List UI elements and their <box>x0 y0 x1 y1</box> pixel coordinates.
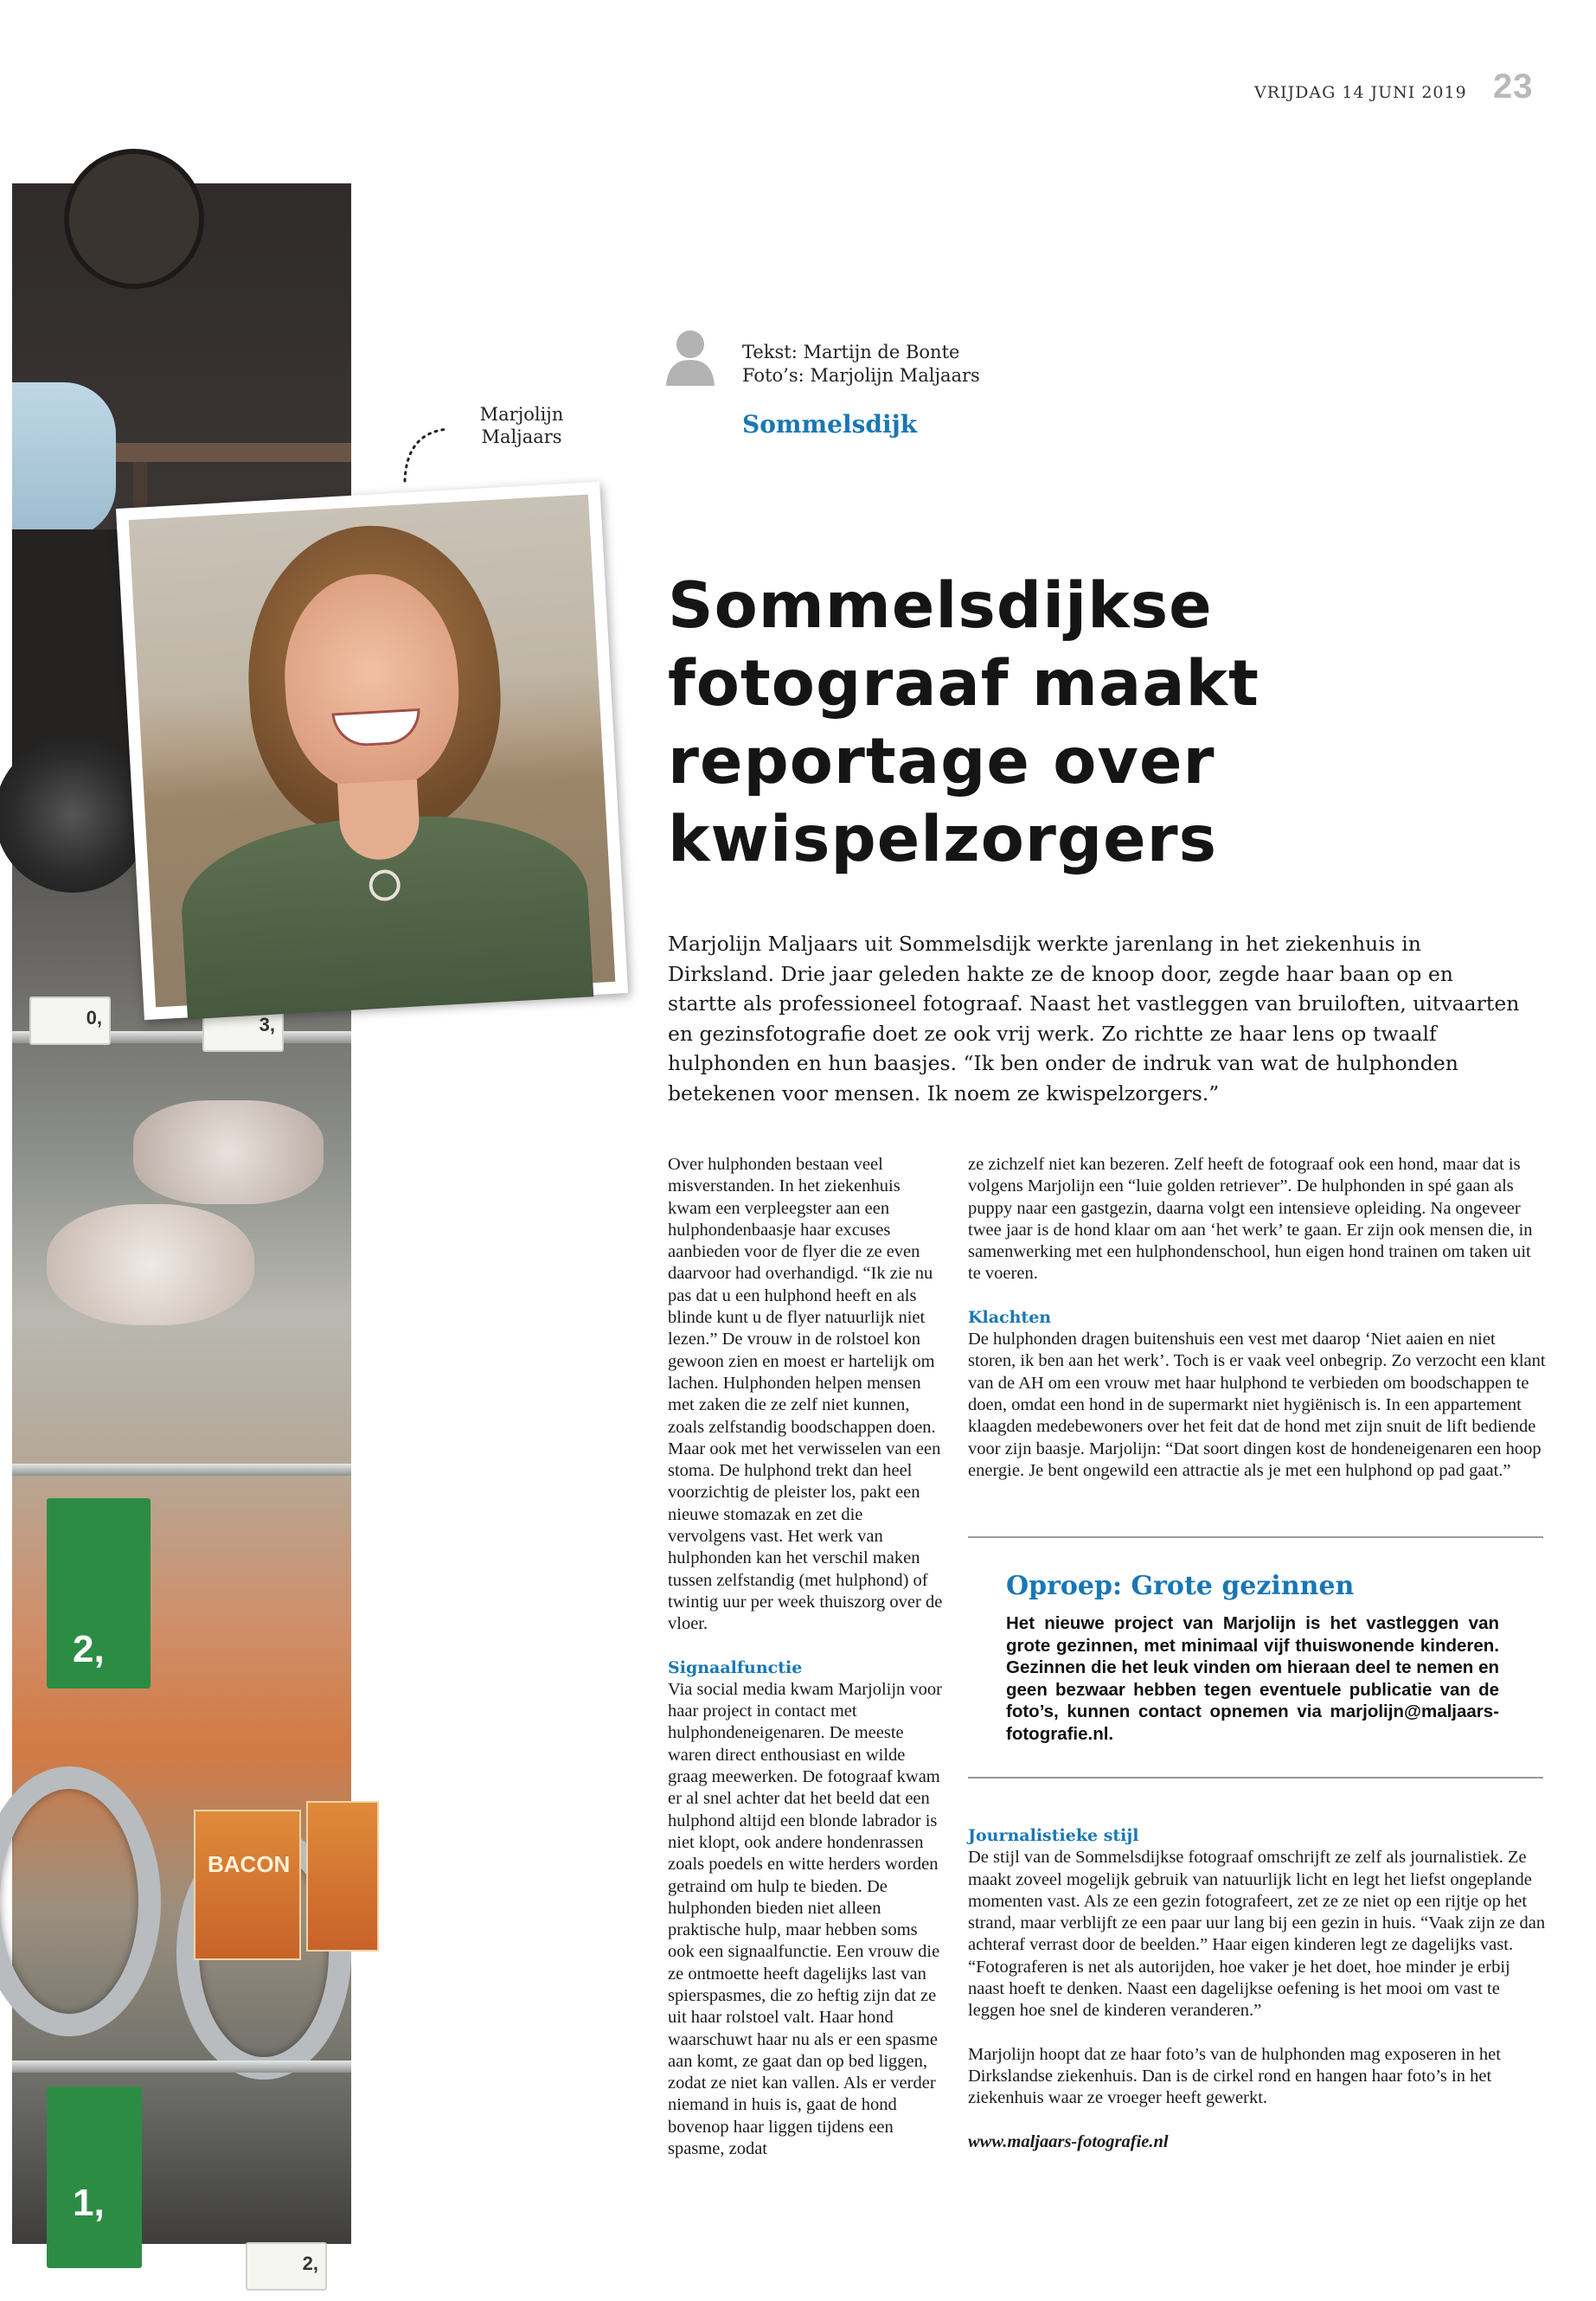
headline-line: kwispelzorgers <box>668 803 1218 876</box>
price-tag-text: 2, <box>302 2253 318 2274</box>
price-tag <box>246 2242 327 2291</box>
wheelchair-user-shape <box>12 382 116 538</box>
article-paragraph: Over hulphonden bestaan veel misverstanden. In het ziekenhuis kwam een verpleegster aan een hulphondenbaasje haar excuses aanbieden voor de flyer die ze even daarvoor had overhandigd. “Ik zie nu pas dat u een hulphond heeft en als blinde kunt u de flyer natuurlijk niet lezen.” De vrouw in de rolstoel kon gewoon zien en moest er hartelijk om lachen. Hulphonden helpen mensen met zaken die ze zelf niet kunnen, zoals zelfstandig boodschappen doen. Maar ook met het verwisselen van een stoma. De hulphond trekt dan heel voorzichtig de pleister los, pakt een nieuwe stomazak en zet die vervolgens vast. Het werk van hulphonden kan het verschil maken tussen zelfstandig (met hulphond) of twintig uur per week thuiszorg over de vloer. <box>668 1155 943 1634</box>
article-paragraph: De hulphonden dragen buitenshuis een vest met daarop ‘Niet aaien en niet storen, ik ben aan het werk’. Toch is er vaak veel onbegrip. Zo verzocht een klant van de AH om een vrouw met haar hulphond te verbieden om boodschappen te doen, omdat een hond in de supermarkt niet hygiënisch is. In een appartement klaagden medebewoners over het feit dat de hond met zijn snuit de lift bediende voor zijn baasje. Marjolijn: “Dat soort dingen kost de hondeneigenaren een hoop energie. Je bent ongewild een attractie als je met een hulphond op pad gaat.” <box>968 1330 1546 1480</box>
caption-connector <box>400 424 452 484</box>
article-column-right <box>968 1154 1548 1482</box>
wall-clock-shape <box>64 149 204 289</box>
price-tag-text: 2, <box>73 1628 105 1670</box>
shelf-rail <box>12 2061 351 2073</box>
box-title: Oproep: Grote gezinnen <box>1006 1571 1355 1601</box>
bacon-package-text: BACON <box>208 1851 291 1877</box>
subheading: Klachten <box>968 1307 1052 1327</box>
shelf-rail <box>12 1464 351 1476</box>
subheading: Signaalfunctie <box>668 1657 803 1677</box>
shelf-ring-shape <box>0 1766 161 2036</box>
article-column-left <box>668 1154 945 2160</box>
author-icon <box>664 325 716 386</box>
price-tag-text: 1, <box>73 2182 105 2224</box>
article-paragraph: ze zichzelf niet kan bezeren. Zelf heeft de fotograaf ook een hond, maar dat is volgens Marjolijn een “luie golden retriever”. De hulphonden in spé gaan als puppy naar een gastgezin, daarna volgt een intensieve opleiding. Na ongeveer twee jaar is de hond klaar om aan ‘het werk’ te gaan. Er zijn ook mensen die, in samenwerking met een hulphondenschool, hun eigen hond trainen om taken uit te voeren. <box>968 1155 1533 1284</box>
supermarket-photo <box>12 183 351 2274</box>
headline-line: fotograaf maakt <box>668 647 1259 721</box>
wheelchair-wheel-shape <box>0 737 151 893</box>
article-column-right-bottom <box>968 1825 1548 2153</box>
portrait-photo <box>129 495 616 1008</box>
photo-caption <box>474 403 569 448</box>
meat-package-shape <box>47 1204 254 1325</box>
headline <box>668 567 1498 879</box>
portrait-photo-frame <box>116 482 628 1020</box>
call-to-action-box <box>968 1536 1543 1779</box>
issue-date: VRIJDAG 14 JUNI 2019 <box>1254 83 1467 102</box>
bacon-package <box>194 1810 301 1960</box>
caption-line: Maljaars <box>481 426 562 447</box>
location-label: Sommelsdijk <box>742 410 918 439</box>
headline-line: Sommelsdijkse <box>668 569 1213 643</box>
box-text: Het nieuwe project van Marjolijn is het vastleggen van grote gezinnen, met minimaal vijf thuiswonende kinderen. Gezinnen die het leuk vinden om hieraan deel te nemen en geen bezwaar hebben tegen eventuele publicatie van de foto’s, kunnen contact opnemen via marjolijn@maljaars-fotografie.nl. <box>1006 1613 1499 1744</box>
article-paragraph: De stijl van de Sommelsdijkse fotograaf omschrijft ze zelf als journalistiek. Ze maakt zoveel mogelijk gebruik van natuurlijk licht en legt het liefst ongeplande momenten vast. Als ze een gezin fotografeert, zet ze ze niet op een rijtje op het strand, maar verblijft ze een paar uur lang bij een gezin in huis. “Vaak zijn ze dan achteraf verrast door de beelden.” Haar eigen kinderen legt ze dagelijks vast. “Fotograferen is net als autorijden, hoe vaker je het doet, hoe minder je erbij naast hoeft te denken. Naast een dagelijkse oefening is het mooi om vast te leggen hoe snel de kinderen veranderen.” <box>968 1848 1546 2021</box>
price-tag <box>47 1498 151 1689</box>
table-shape <box>116 443 351 462</box>
meat-package-shape <box>133 1100 324 1204</box>
price-tag-text: 3, <box>259 1014 275 1035</box>
subheading: Journalistieke stijl <box>968 1826 1139 1845</box>
bacon-package <box>306 1801 379 1952</box>
headline-line: reportage over <box>668 725 1215 798</box>
price-tag-text: 0, <box>86 1007 102 1029</box>
page-number: 23 <box>1493 67 1534 106</box>
byline-photo-credit: Foto’s: Marjolijn Maljaars <box>742 365 980 386</box>
byline <box>742 341 980 388</box>
intro-paragraph: Marjolijn Maljaars uit Sommelsdijk werkte jarenlang in het ziekenhuis in Dirksland. Drie jaar geleden hakte ze de knoop door, zegde haar baan op en startte als professioneel fotograaf. Naast het vastleggen van bruiloften, uitvaarten en gezinsfotografie doet ze ook vrij werk. Zo richtte ze haar lens op twaalf hulphonden en hun baasjes. “Ik ben onder de indruk van wat de hulphonden betekenen voor mensen. Ik noem ze kwispelzorgers.” <box>668 932 1520 1106</box>
caption-line: Marjolijn <box>479 404 564 425</box>
website-link[interactable]: www.maljaars-fotografie.nl <box>968 2131 1169 2151</box>
article-paragraph: Via social media kwam Marjolijn voor haar project in contact met hulphondeneigenaren. De meeste waren direct enthousiast en wilde graag meewerken. De fotograaf kwam er al snel achter dat het beeld dat een hulphond altijd een blonde labrador is niet klopt, ook andere hondenrassen zoals poedels en witte herders worden getraind om hulp te bieden. De hulphonden bieden niet alleen praktische hulp, maar hebben soms ook een signaalfunctie. Een vrouw die ze ontmoette heeft dagelijks last van spierspasmes, die zo heftig zijn dat ze uit haar rolstoel valt. Haar hond waarschuwt haar nu als er een spasme aan komt, ze gaat dan op bed liggen, zodat ze niet kan vallen. Als er verder niemand in huis is, gaat de hond bovenop haar liggen tijdens een spasme, zodat <box>668 1679 943 2159</box>
price-tag <box>29 997 111 1045</box>
article-paragraph: Marjolijn hoopt dat ze haar foto’s van de hulphonden mag exposeren in het Dirkslandse ziekenhuis. Dan is de cirkel rond en hangen haar foto’s in het ziekenhuis waar ze vroeger heeft gewerkt. <box>968 2044 1501 2108</box>
byline-text-credit: Tekst: Martijn de Bonte <box>742 342 960 362</box>
price-tag <box>47 2086 142 2268</box>
